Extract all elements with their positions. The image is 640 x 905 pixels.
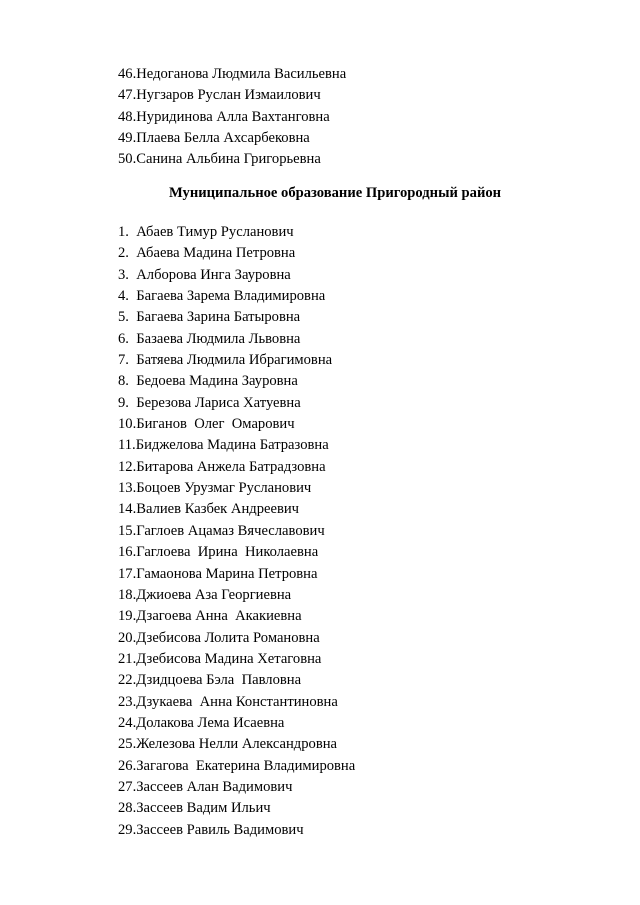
list-item: 48.Нуридинова Алла Вахтанговна	[118, 108, 330, 125]
list-item: 12.Битарова Анжела Батрадзовна	[118, 458, 326, 475]
main-name-list	[118, 222, 598, 841]
section-title: Муниципальное образование Пригородный район	[168, 185, 502, 201]
list-item: 9. Березова Лариса Хатуевна	[118, 394, 301, 411]
list-item: 5. Багаева Зарина Батыровна	[118, 309, 301, 326]
list-item: 17.Гамаонова Марина Петровна	[118, 565, 318, 582]
list-item: 13.Боцоев Урузмаг Русланович	[118, 480, 312, 497]
list-item: 20.Дзебисова Лолита Романовна	[118, 629, 320, 646]
list-item: 15.Гаглоев Ацамаз Вячеславович	[118, 522, 325, 539]
list-item: 24.Долакова Лема Исаевна	[118, 714, 285, 731]
list-item: 7. Батяева Людмила Ибрагимовна	[118, 352, 333, 369]
list-item: 28.Зассеев Вадим Ильич	[118, 800, 271, 817]
list-item: 22.Дзидцоева Бэла Павловна	[118, 672, 302, 689]
list-item: 11.Биджелова Мадина Батразовна	[118, 437, 329, 454]
list-item: 10.Биганов Олег Омарович	[118, 416, 295, 433]
list-item: 4. Багаева Зарема Владимировна	[118, 288, 326, 305]
list-item: 26.Загагова Екатерина Владимировна	[118, 757, 356, 774]
list-item: 8. Бедоева Мадина Зауровна	[118, 373, 298, 390]
list-item: 46.Недоганова Людмила Васильевна	[118, 66, 347, 82]
list-item: 21.Дзебисова Мадина Хетаговна	[118, 650, 322, 667]
list-item: 18.Джиоева Аза Георгиевна	[118, 586, 292, 603]
list-item: 6. Базаева Людмила Львовна	[118, 330, 301, 347]
list-item: 23.Дзукаева Анна Константиновна	[118, 693, 338, 710]
list-item: 1. Абаев Тимур Русланович	[118, 224, 294, 240]
list-item: 49.Плаева Белла Ахсарбековна	[118, 129, 310, 146]
list-item: 14.Валиев Казбек Андреевич	[118, 501, 299, 518]
list-item: 16.Гаглоева Ирина Николаевна	[118, 544, 319, 561]
top-name-list	[118, 64, 598, 170]
list-item: 47.Нугзаров Руслан Измаилович	[118, 87, 321, 104]
list-item: 25.Железова Нелли Александровна	[118, 736, 337, 753]
list-item: 50.Санина Альбина Григорьевна	[118, 151, 321, 168]
list-item: 19.Дзагоева Анна Акакиевна	[118, 608, 302, 625]
list-item: 3. Алборова Инга Зауровна	[118, 266, 291, 283]
list-item: 29.Зассеев Равиль Вадимович	[118, 821, 304, 838]
list-item: 2. Абаева Мадина Петровна	[118, 245, 296, 262]
list-item: 27.Зассеев Алан Вадимович	[118, 778, 293, 795]
